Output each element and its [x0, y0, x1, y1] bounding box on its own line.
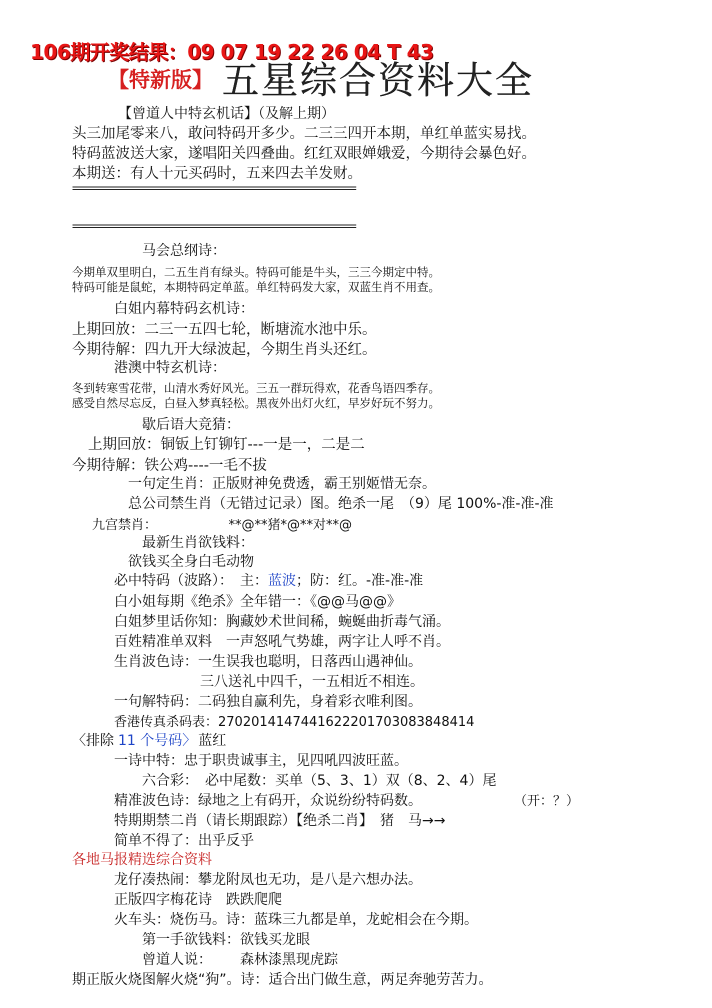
- separator-line: =============================================================: [72, 219, 355, 233]
- poem-hit: 一诗中特：忠于职贵诚事主，见四吼四波旺蓝。: [114, 753, 408, 769]
- zodiac-color-poem: 生肖波色诗：一生误我也聪明，日落西山遇神仙。: [114, 654, 422, 670]
- plum-poem: 正版四字梅花诗 跌跌爬爬: [114, 892, 282, 908]
- simple-line: 简单不得了：出乎反乎: [114, 833, 254, 849]
- previous-answer: 上期回放：二三一五四七轮，断塘流水池中乐。: [72, 322, 377, 338]
- regional-heading: 各地马报精选综合资料: [72, 852, 212, 868]
- section-heading-zeng: 【曾道人中特玄机话】（及解上期）: [118, 106, 335, 122]
- white-sister-heading: 白姐内幕特码玄机诗：: [114, 301, 254, 317]
- current-riddle: 今期待解：铁公鸡----一毛不拔: [72, 458, 267, 474]
- horse-heading: 马会总纲诗：: [142, 243, 226, 259]
- poem-line: 特码可能是鼠蛇，本期特码定单蓝。单红特码发大家，双蓝生肖不用查。: [72, 280, 440, 294]
- poem-line: 感受自然尽忘反，白昼入梦真轻松。黑夜外出灯火红，早岁好玩不努力。: [72, 396, 440, 410]
- zeng-label: 曾道人说：: [142, 952, 212, 968]
- six-color-tail: 六合彩： 必中尾数：买单（5、3、1）双（8、2、4）尾: [142, 773, 497, 789]
- exclude-color: 蓝红: [198, 733, 227, 749]
- exclude-count: 11 个号码〉: [118, 733, 197, 749]
- train-line: 火车头：烧伤马。诗：蓝珠三九都是单，龙蛇相会在今期。: [114, 912, 478, 928]
- one-sentence: 一句解特码：二码独自赢利先，身着彩衣唯利图。: [114, 694, 422, 710]
- wave-rest: ；防：红。-准-准-准: [296, 573, 424, 589]
- exclude-line: [72, 730, 226, 750]
- poem-line: 头三加尾零来八，敢问特码开多少。二三三四开本期，单红单蓝实易找。: [72, 126, 536, 142]
- zeng-said-line: [142, 949, 338, 969]
- latest-heading: 最新生肖欲钱料：: [142, 535, 254, 551]
- hk-macau-heading: 港澳中特玄机诗：: [114, 360, 226, 376]
- nine-palace-ban: 九宫禁肖： **@**猪*@**对**@: [92, 518, 353, 533]
- one-phrase-zodiac: 一句定生肖：正版财神免费透，霸王别姬惜无奈。: [128, 476, 436, 492]
- special-kill: 特期期禁二肖（请长期跟踪）【绝杀二肖】 猪 马→→: [114, 813, 446, 829]
- xiao-bai-kill: 白小姐每期《绝杀》全年错一：《@@马@@》: [114, 594, 401, 610]
- edition-label: 【特新版】: [108, 67, 213, 92]
- fire-chart-line: 期正版火烧图解火烧“狗”。诗：适合出门做生意，两足奔驰劳苦力。: [72, 972, 493, 988]
- dragon-line: 龙仔凑热闹：攀龙附凤也无功，是八是六想办法。: [114, 872, 422, 888]
- hk-fax-codes: 香港传真杀码表：27020141474416222017030838484​14: [114, 715, 475, 730]
- precise-wave: 精准波色诗：绿地之上有码开，众说纷纷特码数。: [114, 793, 422, 809]
- wave-prediction: [114, 570, 423, 590]
- open-mark: （开：？）: [514, 794, 580, 809]
- three-eight-line: 三八送礼中四千，一五相近不相连。: [200, 674, 424, 690]
- hundred-poem: 百姓精准单双料 一声怒吼气势雄，两字让人呼不肖。: [114, 634, 450, 650]
- wave-label: 必中特码（波路）： 主：: [114, 573, 268, 589]
- first-hand-line: 第一手欲钱料：欲钱买龙眼: [142, 932, 310, 948]
- poem-line: 冬到转寒雪花带，山清水秀好风光。三五一群玩得欢，花香鸟语四季存。: [72, 381, 440, 395]
- riddle-heading: 歇后语大竞猜：: [142, 417, 240, 433]
- page-title: 五星综合资料大全: [222, 59, 534, 102]
- company-ban: 总公司禁生肖（无错过记录）图。绝杀一尾 （9）尾 100%-准-准-准: [128, 496, 554, 512]
- latest-answer: 欲钱买全身白毛动物: [128, 554, 254, 570]
- wave-main: 蓝波: [268, 573, 296, 589]
- current-riddle: 今期待解：四九开大绿波起，今期生肖头还红。: [72, 342, 377, 358]
- poem-line: 本期送：有人十元买码时，五来四去羊发财。: [72, 166, 362, 182]
- previous-answer: 上期回放：铜钣上钉铆钉---一是一，二是二: [88, 437, 365, 453]
- exclude-prefix: 〈排除: [72, 733, 114, 749]
- draw-result-headline: 106期开奖结果：09 07 19 22 26 04 T 43: [30, 40, 434, 64]
- zeng-text: 森林漆黑现虎踪: [240, 952, 338, 968]
- poem-line: 今期单双里明白，二五生肖有绿头。特码可能是牛头，三三今期定中特。: [72, 265, 440, 279]
- separator-line: =============================================================: [72, 181, 355, 195]
- poem-line: 特码蓝波送大家，遂唱阳关四叠曲。红红双眼婵娥爱，今期待会暴色好。: [72, 146, 536, 162]
- dream-poem: 白姐梦里话你知：胸藏妙术世间稀，蜿蜒曲折毒气涌。: [114, 614, 450, 630]
